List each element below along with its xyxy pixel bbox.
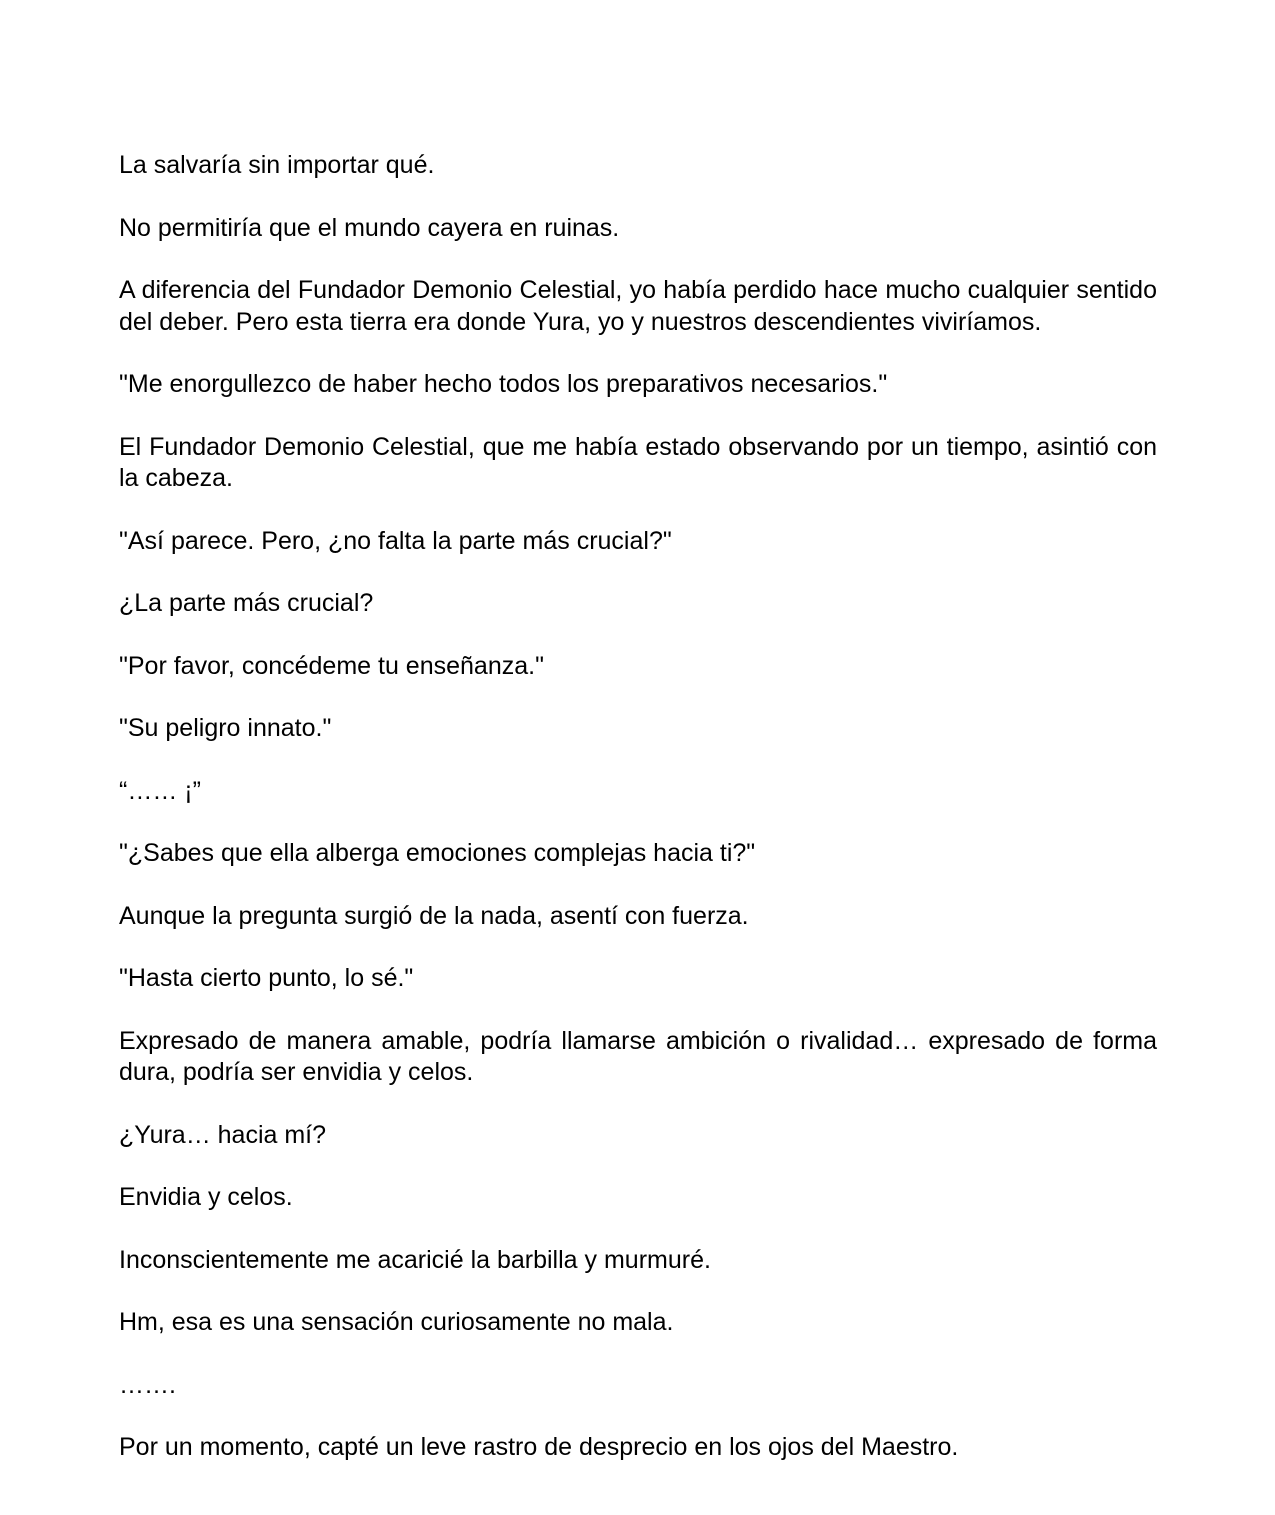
paragraph: Aunque la pregunta surgió de la nada, asentí con fuerza. <box>119 901 749 930</box>
paragraph: "Por favor, concédeme tu enseñanza." <box>119 651 544 680</box>
paragraph: “…… ¡” <box>119 776 201 805</box>
paragraph: "¿Sabes que ella alberga emociones complejas hacia ti?" <box>119 839 756 867</box>
paragraph: ¿La parte más crucial? <box>119 589 374 617</box>
paragraph: El Fundador Demonio Celestial, que me había estado observando por un tiempo, asintió con la cabeza. <box>119 432 1157 492</box>
paragraph: Hm, esa es una sensación curiosamente no mala. <box>119 1308 674 1336</box>
paragraph: "Me enorgullezco de haber hecho todos los preparativos necesarios." <box>119 370 888 398</box>
paragraph: A diferencia del Fundador Demonio Celestial, yo había perdido hace mucho cualquier sentido del deber. Pero esta tierra era donde Yura, yo y nuestros descendientes viviríamos. <box>119 276 1157 336</box>
paragraph: Por un momento, capté un leve rastro de desprecio en los ojos del Maestro. <box>119 1433 959 1461</box>
paragraph: "Hasta cierto punto, lo sé." <box>119 964 414 992</box>
paragraph: Envidia y celos. <box>119 1183 293 1211</box>
paragraph: No permitiría que el mundo cayera en ruinas. <box>119 213 620 242</box>
paragraph: Inconscientemente me acaricié la barbilla y murmuré. <box>119 1245 711 1274</box>
paragraph: La salvaría sin importar qué. <box>119 151 435 179</box>
paragraph: ¿Yura… hacia mí? <box>119 1120 327 1149</box>
paragraph: Expresado de manera amable, podría llamarse ambición o rivalidad… expresado de forma dura, podría ser envidia y celos. <box>119 1026 1157 1086</box>
paragraph: "Así parece. Pero, ¿no falta la parte más crucial?" <box>119 526 672 555</box>
paragraph: "Su peligro innato." <box>119 714 332 742</box>
paragraph: ……. <box>119 1370 176 1399</box>
document-body <box>119 150 1157 1495</box>
